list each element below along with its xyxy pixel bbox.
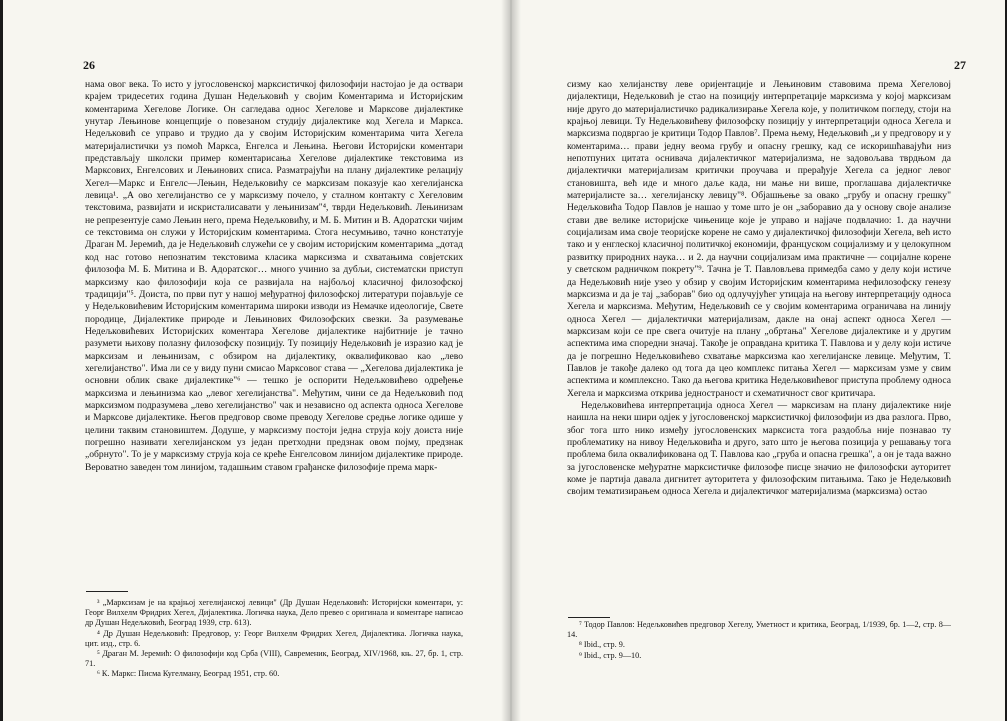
footnote-8: ⁸ Ibid., стр. 9. — [579, 640, 625, 650]
footnote-7: ⁷ Тодор Павлов: Недељковићев предговор Хегелу, Уметност и критика, Београд, 1/1939, бр. 1—2, стр. 8—14. — [567, 620, 951, 640]
left-footnotes — [85, 598, 463, 680]
footnote-3: ³ „Марксизам је на крајњој хегелијанској левици" (Др Душан Недељковић: Историјски коментари, у: Георг Вилхелм Фридрих Хегел, Дијалектика. Логичка наука, Дело превео с оригинала и коментаре написао др Душан Недељковић, Београд 1939, стр. 613). — [85, 598, 463, 628]
footnote-5: ⁵ Драган М. Јеремић: О филозофији код Срба (VIII), Савременик, Београд, XIV/1968, књ. 27, бр. 1, стр. 71. — [85, 649, 463, 669]
right-footnotes — [567, 620, 951, 661]
right-page — [511, 0, 1007, 721]
left-paragraph-1: нама овог века. То исто у југословенској марксистичкој филозофији настојао је да оствари крајем тридесетих година Душан Недељковић у својим Коментарима и Историјским коментарима Хегелове Логике. Он сагледава однос Хегелове и Марксове дијалектике унутар Лењинове концепције о повезаном студију дијалектике код Хегела и Маркса. Недељковић се управо и трудио да у својим Историјским коментарима чита Хегела материјалистички уз помоћ Маркса, Енгелса и Лењина. Његови Историјски коментари представљају школски пример коментарисања Хегелове дијалектике текстовима из Марксових, Енгелсових и Лењинових списа. Разматрајући на плану дијалектике релацију Хегел—Маркс и Енгелс—Лењин, Недељковићу се марксизам показује као хегелијанска левица¹. „А ово хегелијанство се у марксизму почело, у сталном контакту с Хегеловим текстовима, развијати и искристалисавати у лењинизам"⁴, тврди Недељковић. Лењинизам не репрезентује само Лењин него, према Недељковићу, и М. Б. Митин и В. Адоратски чијим се текстовима он служи у Историјским коментарима. Стога несумњиво, тачно констатује Драган М. Јеремић, да је Недељковић служећи се у својим историјским коментарима „дотад код нас готово непознатим текстовима класика марксизма и схватањима совјетских филозофа М. Б. Митина и В. Адоратског… много учинио за дубљи, систематски приступ марксизму као филозофији која се развијала на најбољој класичној филозофској традицији"⁵. Доиста, по први пут у нашој међуратној филозофској литератури појављује се у Недељковићевим Историјским коментарима широки изводи из Немачке идеологије, Свете породице, Дијалектике природе и Лењинових Филозофских свезки. За разумевање Недељковићевих Историјских коментара Хегелове дијалектике најбитније је тачно разумети њихову полазну филозофску позицију. Ту позицију Недељковић је изразио кад је марксизам и лењинизам, с обзиром на дијалектику, оквалификовао као „лево хегелијанство". Има ли се у виду пуни смисао Марксовог става — „Хегелова дијалектика је основни облик сваке дијалектике"⁶ — тешко је оспорити Недељковићево одређење марксизма и лењинизма као „левог хегелијанства". Међутим, чини се да Недељковић под марксизмом подразумева „лево хегелијанство" чак и независно од аспекта односа Хегелове и Марксове дијалектике. Његов предговор своме преводу Хегелове средње логике одише у целини таквим становиштем. Додуше, у марксизму постоји једна струја коју доиста није погрешно називати хегелијанском уз један претходни предзнак овом појму, предзнак „обрнуто". То је у марксизму струја која се креће Енгелсовом линијом дијалектике природе. Вероватно заведен том линијом, тадашњим ставом грађанске филозофије према марк- — [85, 79, 463, 473]
footnote-rule-right — [568, 617, 610, 618]
page-number-left: 26 — [83, 58, 95, 72]
right-paragraph-2: Недељковићева интерпретација односа Хегел — марксизам на плану дијалектике није наишла на неки шири одјек у југословенској марксистичкој филозофији из два разлога. Прво, због тога што нико између југословенских марксиста тога раздобља није познавао ту проблематику на нивоу Недељковића и друго, зато што је његова позиција у решавању тога проблема била оквалификована од Т. Павлова као „груба и опасна грешка", а он је тада важно за југословенске међуратне марксистичке филозофе писце значио не филозофски ауторитет коме је партија давала дигнитет ауторитета у филозофским питањима. Тако је Недељковић својим тематизирањем односа Хегела и дијалектичког материјализма (марксизма) остао — [567, 399, 951, 498]
footnote-rule-left — [86, 591, 128, 592]
footnote-4: ⁴ Др Душан Недељковић: Предговор, у: Георг Вилхелм Фридрих Хегел, Дијалектика. Логичка наука, цит. изд., стр. 6. — [85, 628, 463, 648]
left-page — [6, 0, 508, 721]
right-paragraph-1: сизму као хелијанству леве оријентације и Лењиновим ставовима према Хегеловој дијалектици, Недељковић је стао на позицију интерпретације марксизма у којој марксизам није друго до материјалистичко радикализирање Хегела које, у политичком погледу, стоји на крајњој левици. Ту Недељковићеву филозофску позицију у интерпретацији односа Хегела и марксизма подвргао је критици Тодор Павлов⁷. Према њему, Недељковић „и у предговору и у коментарима… прави једну веома грубу и опасну грешку, кад се искоришћавајући низ непотпуних цитата оснивача дијалектичког материјализма, не задовољава тврдњом да дијалектички материјализам критички проучава и прерађује Хегела са једног левог становишта, већ иде и много даље када, ни мање ни више, проглашава дијалектичке материјалисте за… хегелијанску левицу"⁸. Објашњење за овако „грубу и опасну грешку" Недељковића Тодор Павлов је нашао у томе што је он „заборавио да у основу своје анализе стави две велике историјске чињенице које је управо и најјаче подвлачио: 1. да научни социјализам има своје теоријске корене не само у дијалектичкој филозофији Хегела, већ исто тако и у енглеској класичној политичкој економији, француском социјализму и у целокупном развитку природних наука… и 2. да научни социјализам има практичне — социјалне корене у светском радничком покрету"⁹. Тачна је Т. Павловљева примедба само у делу који истиче да Недељковић није узео у обзир у својим Историјским коментарима нефилозофску генезу марксизма и да је тај „заборав" био од одлучујућег утицаја на његову интерпретацију односа Хегела и марксизма. Међутим, Недељковић се у својим коментарима ограничава на линију односа Хегел — дијалектички материјализам, дакле на онај аспект односа Хегел — марксизам који се пре свега очитује на плану „обртања" Хегелове дијалектике и у другим аспектима има споредни значај. Такође је оправдана критика Т. Павлова и у делу који истиче да је погрешно Недељковићево схватање марксизма као хегелијанске левице. Међутим, Т. Павлов је такође далеко од тога да цео комплекс питања Хегел — марксизам узме у свим аспектима и комплексно. Тако да његова критика Недељковићевог приступа проблему односа Хегела и марксизма открива једностраност и схематичност свог критичара. — [567, 79, 951, 399]
right-page-body — [567, 79, 951, 499]
footnote-9: ⁹ Ibid., стр. 9—10. — [579, 650, 642, 660]
book-spread — [3, 0, 1005, 721]
footnote-6: ⁶ К. Маркс: Писма Кугелману, Београд 1951, стр. 60. — [97, 669, 280, 679]
page-number-right: 27 — [954, 58, 966, 72]
left-page-body — [85, 79, 463, 474]
